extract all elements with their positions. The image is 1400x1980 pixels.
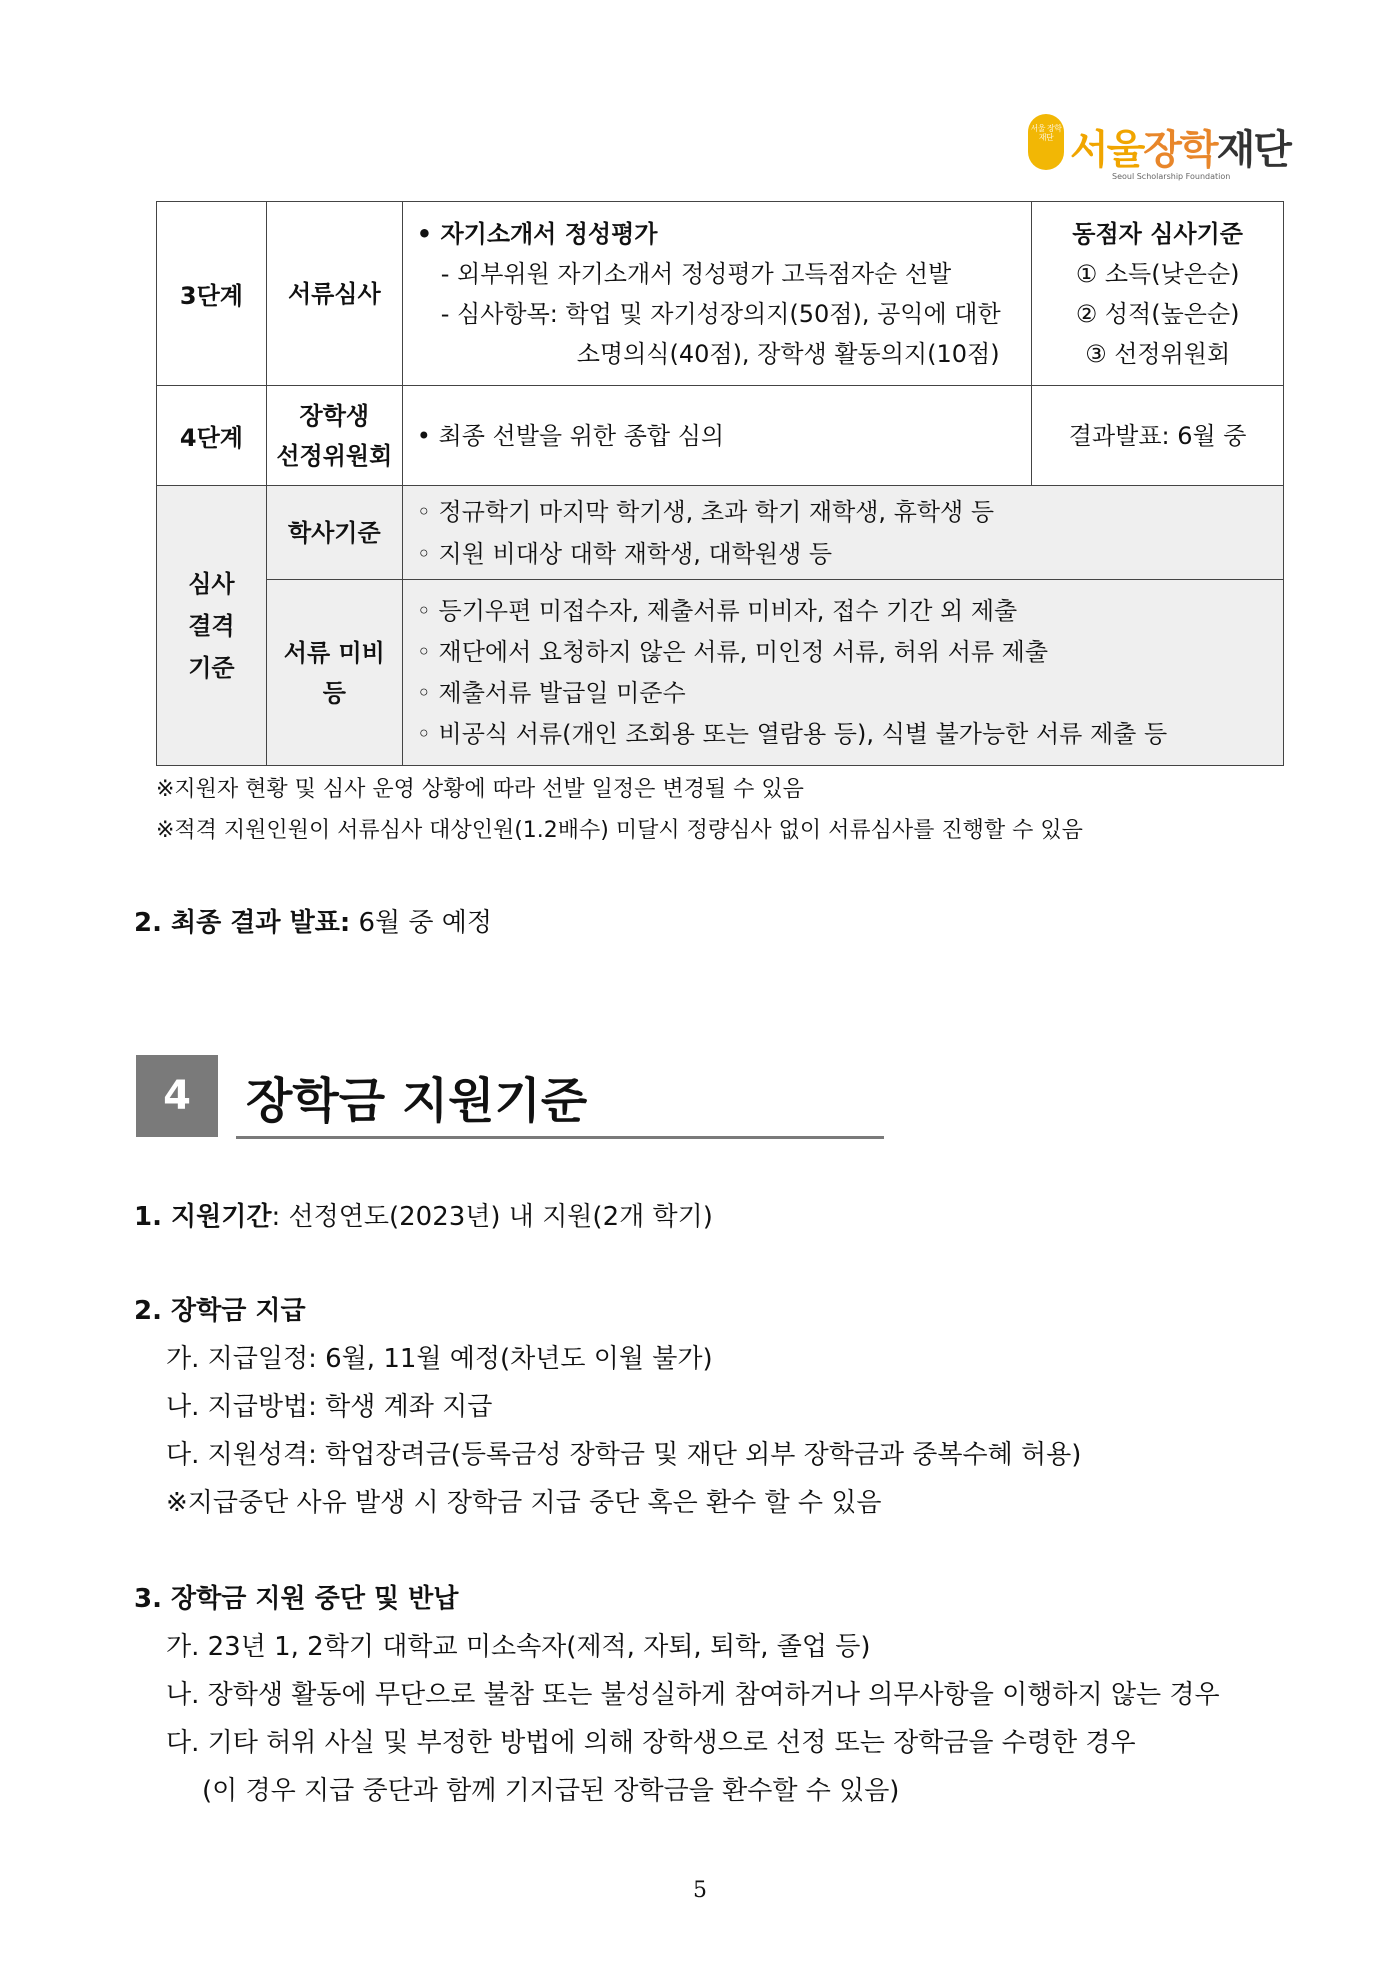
result-cell: 결과발표: 6월 중 [1032,386,1284,486]
tie-break-cell [1032,202,1284,386]
table-row [157,580,1284,766]
table-row [157,202,1284,386]
tie-break-item: ① 소득(낮은순) [1075,259,1240,288]
stage-content-cell: • 최종 선발을 위한 종합 심의 [402,386,1032,486]
payment-line: 가. 지급일정: 6월, 11월 예정(차년도 이월 불가) [166,1344,713,1374]
list-item: ◦ 등기우편 미접수자, 제출서류 미비자, 접수 기간 외 제출 [416,596,1018,625]
support-period-value: : 선정연도(2023년) 내 지원(2개 학기) [271,1202,713,1232]
list-item: ◦ 비공식 서류(개인 조회용 또는 열람용 등), 식별 불가능한 서류 제출 등 [416,719,1168,748]
section-number: 4 [136,1055,218,1137]
list-item: ◦ 정규학기 마지막 학기생, 초과 학기 재학생, 휴학생 등 [416,497,995,526]
note: ※지원자 현황 및 심사 운영 상황에 따라 선발 일정은 변경될 수 있음 [156,777,804,802]
page-number: 5 [693,1878,707,1903]
stage-name-line: 장학생 [299,401,370,430]
final-result-label: 2. 최종 결과 발표: [134,908,351,938]
label-line: 등 [322,678,346,707]
stage-name-cell: 서류심사 [266,202,402,386]
payment-line: 나. 지급방법: 학생 계좌 지급 [166,1392,493,1422]
title-line: 결격 [188,611,235,640]
title-line: 심사 [188,569,235,598]
tie-break-item: ③ 선정위원회 [1085,339,1231,368]
table-row [157,386,1284,486]
academic-items-cell [402,486,1283,580]
academic-label-cell: 학사기준 [266,486,402,580]
disqualification-title-cell [157,486,267,766]
suspension-line: (이 경우 지급 중단과 함께 기지급된 장학금을 환수할 수 있음) [202,1776,900,1806]
payment-title: 2. 장학금 지급 [134,1296,306,1326]
list-item: ◦ 재단에서 요청하지 않은 서류, 미인정 서류, 허위 서류 제출 [416,637,1049,666]
content-line: 소명의식(40점), 장학생 활동의지(10점) [576,339,1000,368]
section-divider [236,1136,884,1139]
support-period-line [134,1196,713,1233]
table-row [157,486,1284,580]
content-line: - 외부위원 자기소개서 정성평가 고득점자순 선발 [440,259,952,288]
logo-subtitle: Seoul Scholarship Foundation [1112,172,1231,181]
docs-items-cell [402,580,1283,766]
docs-label-cell [266,580,402,766]
stage-name-line: 선정위원회 [276,441,393,470]
section-title: 장학금 지원기준 [246,1073,588,1129]
logo-badge: 서울 장학 재단 [1028,114,1064,170]
final-result-value: 6월 중 예정 [350,908,493,938]
review-stage-table [156,201,1284,766]
stage-name-cell [266,386,402,486]
suspension-line: 다. 기타 허위 사실 및 부정한 방법에 의해 장학생으로 선정 또는 장학금을 수령한 경우 [166,1728,1136,1758]
payment-note: ※지급중단 사유 발생 시 장학금 지급 중단 혹은 환수 할 수 있음 [166,1488,882,1518]
logo-wordmark: 서울장학재단 [1070,127,1290,173]
suspension-title: 3. 장학금 지원 중단 및 반납 [134,1584,459,1614]
stage-cell: 4단계 [157,386,267,486]
content-line: - 심사항목: 학업 및 자기성장의지(50점), 공익에 대한 [440,299,1001,328]
note: ※적격 지원인원이 서류심사 대상인원(1.2배수) 미달시 정량심사 없이 서류심사를 진행할 수 있음 [156,818,1083,843]
list-item: ◦ 지원 비대상 대학 재학생, 대학원생 등 [416,539,833,568]
content-bullet: • 자기소개서 정성평가 [416,219,658,248]
suspension-line: 가. 23년 1, 2학기 대학교 미소속자(제적, 자퇴, 퇴학, 졸업 등) [166,1632,871,1662]
final-result-line [134,902,492,939]
suspension-line: 나. 장학생 활동에 무단으로 불참 또는 불성실하게 참여하거나 의무사항을 이행하지 않는 경우 [166,1680,1220,1710]
payment-line: 다. 지원성격: 학업장려금(등록금성 장학금 및 재단 외부 장학금과 중복수혜 허용) [166,1440,1082,1470]
support-period-label: 1. 지원기간 [134,1202,272,1232]
label-line: 서류 미비 [283,638,385,667]
foundation-logo [1028,112,1308,184]
tie-break-title: 동점자 심사기준 [1072,219,1243,248]
stage-content-cell [402,202,1032,386]
list-item: ◦ 제출서류 발급일 미준수 [416,678,686,707]
stage-cell: 3단계 [157,202,267,386]
title-line: 기준 [188,653,235,682]
tie-break-item: ② 성적(높은순) [1075,299,1240,328]
